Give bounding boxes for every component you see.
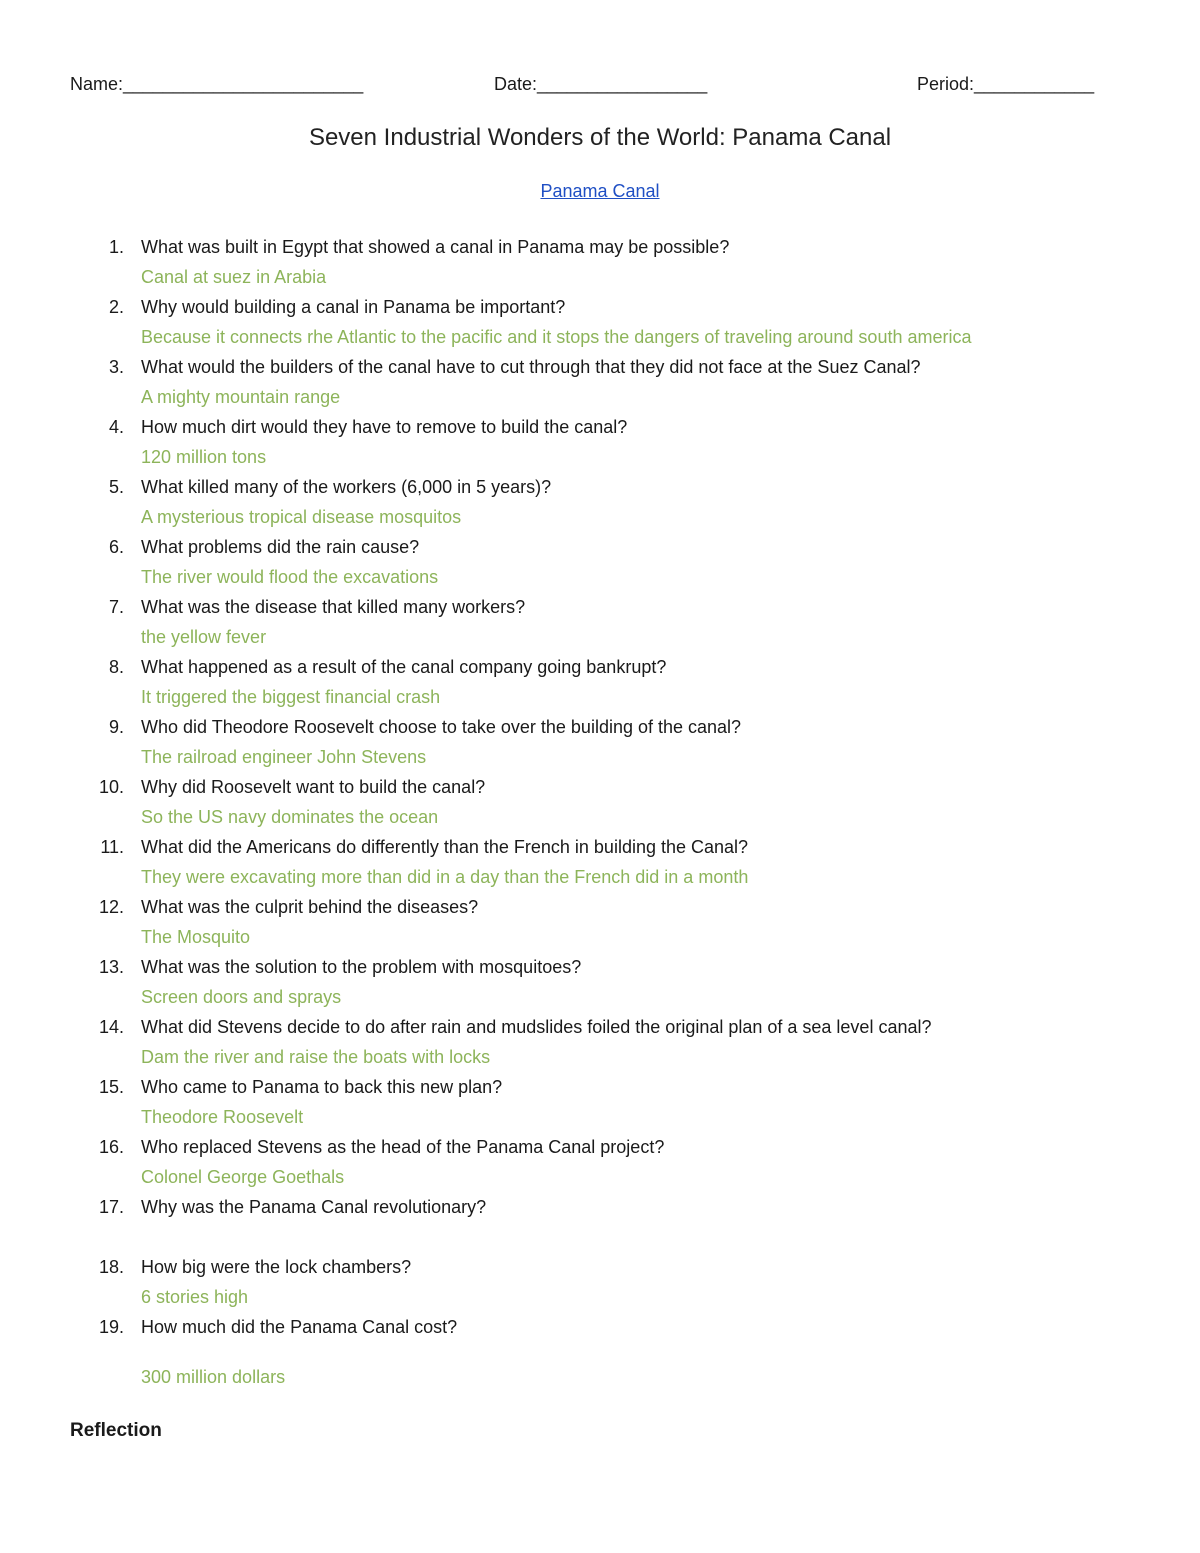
question-text: Who did Theodore Roosevelt choose to take over the building of the canal? xyxy=(141,717,742,737)
answer-text[interactable]: Because it connects rhe Atlantic to the pacific and it stops the dangers of traveling around south america xyxy=(141,327,972,347)
question-text: What did Stevens decide to do after rain and mudslides foiled the original plan of a sea level canal? xyxy=(141,1017,932,1037)
question-item xyxy=(0,772,1200,832)
question-text: What happened as a result of the canal company going bankrupt? xyxy=(141,657,667,677)
question-item xyxy=(0,472,1200,532)
question-number: 3. xyxy=(108,357,124,377)
question-text: Why was the Panama Canal revolutionary? xyxy=(141,1197,487,1217)
question-number: 9. xyxy=(108,717,124,737)
answer-text[interactable]: 6 stories high xyxy=(141,1287,249,1307)
answer-text[interactable]: The railroad engineer John Stevens xyxy=(141,747,427,767)
answer-text[interactable]: Canal at suez in Arabia xyxy=(141,267,327,287)
question-text: Why did Roosevelt want to build the canal? xyxy=(141,777,486,797)
answer-text[interactable]: The river would flood the excavations xyxy=(141,567,439,587)
question-text: What problems did the rain cause? xyxy=(141,537,420,557)
question-item xyxy=(0,952,1200,1012)
question-item xyxy=(0,652,1200,712)
question-number: 17. xyxy=(98,1197,124,1217)
question-text: What would the builders of the canal have to cut through that they did not face at the Suez Canal? xyxy=(141,357,921,377)
question-number: 8. xyxy=(108,657,124,677)
question-number: 12. xyxy=(98,897,124,917)
question-number: 1. xyxy=(108,237,124,257)
question-number: 5. xyxy=(108,477,124,497)
answer-text[interactable]: It triggered the biggest financial crash xyxy=(141,687,441,707)
answer-text[interactable] xyxy=(141,1222,1200,1252)
page-title: Seven Industrial Wonders of the World: Panama Canal xyxy=(308,124,892,151)
answer-text[interactable]: A mysterious tropical disease mosquitos xyxy=(141,507,462,527)
question-text: Who replaced Stevens as the head of the Panama Canal project? xyxy=(141,1137,665,1157)
question-number: 13. xyxy=(98,957,124,977)
question-number: 10. xyxy=(98,777,124,797)
question-item xyxy=(0,832,1200,892)
question-item xyxy=(0,532,1200,592)
answer-text[interactable]: Dam the river and raise the boats with locks xyxy=(141,1047,491,1067)
question-text: Why would building a canal in Panama be important? xyxy=(141,297,566,317)
question-item xyxy=(0,412,1200,472)
question-number: 14. xyxy=(98,1017,124,1037)
question-number: 4. xyxy=(108,417,124,437)
question-text: What was the culprit behind the diseases? xyxy=(141,897,479,917)
question-text: What was the solution to the problem with mosquitoes? xyxy=(141,957,582,977)
question-item xyxy=(0,1012,1200,1072)
question-item xyxy=(0,1072,1200,1132)
answer-text[interactable]: The Mosquito xyxy=(141,927,251,947)
answer-text[interactable]: 120 million tons xyxy=(141,447,267,467)
question-item xyxy=(0,892,1200,952)
panama-canal-link[interactable]: Panama Canal xyxy=(540,181,660,201)
period-field[interactable]: Period:____________ xyxy=(917,74,1095,94)
header-fields xyxy=(70,74,1122,100)
question-text: What killed many of the workers (6,000 in 5 years)? xyxy=(141,477,552,497)
question-text: What was the disease that killed many workers? xyxy=(141,597,526,617)
answer-text[interactable]: Theodore Roosevelt xyxy=(141,1107,304,1127)
question-number: 15. xyxy=(98,1077,124,1097)
question-number: 2. xyxy=(108,297,124,317)
question-text: How much dirt would they have to remove to build the canal? xyxy=(141,417,628,437)
answer-text[interactable]: So the US navy dominates the ocean xyxy=(141,807,439,827)
link-container xyxy=(0,181,1200,202)
reflection-heading: Reflection xyxy=(70,1420,162,1441)
answer-text[interactable]: Colonel George Goethals xyxy=(141,1167,345,1187)
question-text: Who came to Panama to back this new plan? xyxy=(141,1077,503,1097)
answer-text[interactable]: A mighty mountain range xyxy=(141,387,341,407)
question-number: 18. xyxy=(98,1257,124,1277)
question-item xyxy=(0,292,1200,352)
answer-text[interactable]: 300 million dollars xyxy=(141,1367,286,1387)
question-list xyxy=(0,232,1200,1392)
question-text: How much did the Panama Canal cost? xyxy=(141,1317,458,1337)
question-item xyxy=(0,1132,1200,1192)
date-field[interactable]: Date:_________________ xyxy=(494,74,708,94)
question-text: How big were the lock chambers? xyxy=(141,1257,412,1277)
question-item xyxy=(0,352,1200,412)
question-item xyxy=(0,712,1200,772)
question-number: 11. xyxy=(100,837,124,857)
question-item xyxy=(0,1252,1200,1312)
question-item xyxy=(0,1312,1200,1392)
question-item xyxy=(0,1192,1200,1252)
question-item xyxy=(0,232,1200,292)
answer-text[interactable]: the yellow fever xyxy=(141,627,267,647)
question-item xyxy=(0,592,1200,652)
answer-text[interactable]: Screen doors and sprays xyxy=(141,987,342,1007)
name-field[interactable]: Name:________________________ xyxy=(70,74,364,94)
question-number: 16. xyxy=(98,1137,124,1157)
question-text: What was built in Egypt that showed a canal in Panama may be possible? xyxy=(141,237,730,257)
question-number: 19. xyxy=(98,1317,124,1337)
question-text: What did the Americans do differently than the French in building the Canal? xyxy=(141,837,749,857)
question-number: 6. xyxy=(108,537,124,557)
question-number: 7. xyxy=(108,597,124,617)
answer-text[interactable]: They were excavating more than did in a day than the French did in a month xyxy=(141,867,749,887)
